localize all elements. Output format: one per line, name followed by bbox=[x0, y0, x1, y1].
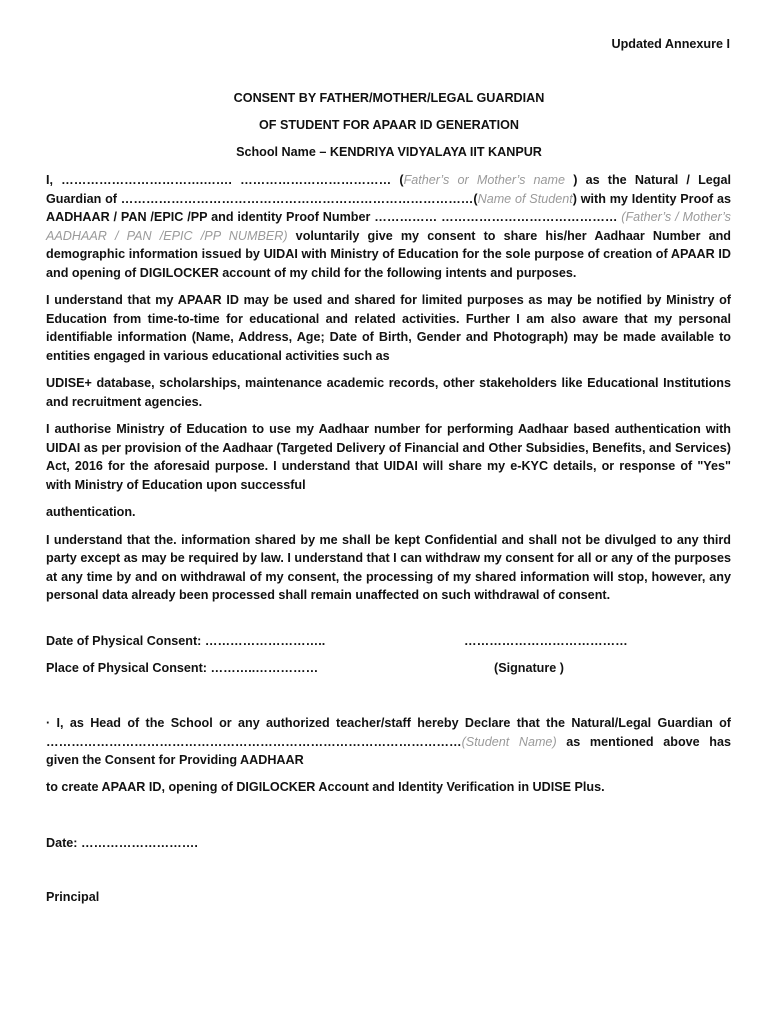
consent-paragraph-6: I understand that the. information shared by me shall be kept Confidential and shall not be divulged to any third party except as may be required by law. I understand that I can withdraw my consent for all or any of the purposes at any time by and on withdrawal of my consent, the processing of my shared information will stop, however, any personal data already been processed shall remain unaffected on such withdrawal of consent. bbox=[46, 532, 731, 602]
form-title-line2: OF STUDENT FOR APAAR ID GENERATION bbox=[258, 118, 520, 132]
declaration-paragraph-1 bbox=[46, 714, 731, 770]
head-of-school-declaration bbox=[46, 714, 731, 804]
consent-body bbox=[46, 171, 731, 614]
declaration-student-name-placeholder: (Student Name) bbox=[461, 734, 557, 749]
declaration-text-start: · I, as Head of the School or any authorized teacher/staff hereby Declare that the Natural/Legal Guardian of ……………………………………………………………………………………… bbox=[46, 716, 731, 749]
form-title-line1: CONSENT BY FATHER/MOTHER/LEGAL GUARDIAN bbox=[233, 91, 545, 105]
student-name-placeholder: Name of Student bbox=[477, 191, 573, 206]
signature-line[interactable]: ………………………………… bbox=[464, 634, 628, 648]
identity-number-placeholder: (Father’s / Mother’s AADHAAR / PAN /EPIC /PP NUMBER) bbox=[46, 210, 731, 243]
consent-paragraph-4: I authorise Ministry of Education to use my Aadhaar number for performing Aadhaar based authentication with UIDAI as per provision of the Aadhaar (Targeted Delivery of Financial and Other Subsidies, Benefits, and Services) Act, 2016 for the aforesaid purpose. I understand that UIDAI will share my e-KYC details, or response of "Yes" with Ministry of Education upon successful bbox=[46, 422, 731, 492]
date-of-consent-field[interactable]: Date of Physical Consent: ……………………….. bbox=[46, 634, 326, 648]
consent-paragraph-3: UDISE+ database, scholarships, maintenance academic records, other stakeholders like Educational Institutions and recruitment agencies. bbox=[46, 376, 731, 409]
consent-date-row bbox=[46, 632, 731, 652]
declaration-text-end: as mentioned above has given the Consent for Providing AADHAAR bbox=[46, 734, 731, 767]
identity-proof-text: ) with my Identity Proof as AADHAAR / PAN /EPIC /PP and identity Proof Number …………… …………………………………… bbox=[46, 191, 731, 224]
consent-place-row bbox=[46, 659, 731, 679]
principal-label: Principal bbox=[46, 890, 100, 904]
school-name-line: School Name – KENDRIYA VIDYALAYA IIT KANPUR bbox=[236, 145, 542, 159]
signature-label: (Signature ) bbox=[494, 661, 564, 675]
consent-paragraph-5: authentication. bbox=[46, 505, 136, 519]
consent-paragraph-2: I understand that my APAAR ID may be used and shared for limited purposes as may be notified by Ministry of Education from time-to-time for educational and related activities. Further I am also aware that my personal identifiable information (Name, Address, Age; Date of Birth, Gender and Photograph) may be made available to entities engaged in various educational activities such as bbox=[46, 293, 731, 363]
declaration-paragraph-2: to create APAAR ID, opening of DIGILOCKER Account and Identity Verification in UDISE Plus. bbox=[46, 779, 605, 794]
guardian-name-blank: I, …………………………….……. ……………………………… ( bbox=[46, 173, 404, 187]
consent-paragraph-1 bbox=[46, 171, 731, 282]
guardian-name-placeholder: Father’s or Mother’s name bbox=[403, 173, 566, 187]
place-of-consent-field[interactable]: Place of Physical Consent: ………..…………… bbox=[46, 661, 319, 675]
annexure-label: Updated Annexure I bbox=[611, 37, 730, 51]
declaration-date-field[interactable]: Date: ………………………. bbox=[46, 836, 198, 850]
consent-purpose-text: voluntarily give my consent to share his/her Aadhaar Number and demographic information issued by UIDAI with Ministry of Education for the sole purpose of creation of APAAR ID and opening of DIGILOCKER account of my child for the following intents and purposes. bbox=[46, 228, 731, 280]
student-name-blank: ) as the Natural / Legal Guardian of …………………………………………………………………………( bbox=[46, 173, 731, 206]
